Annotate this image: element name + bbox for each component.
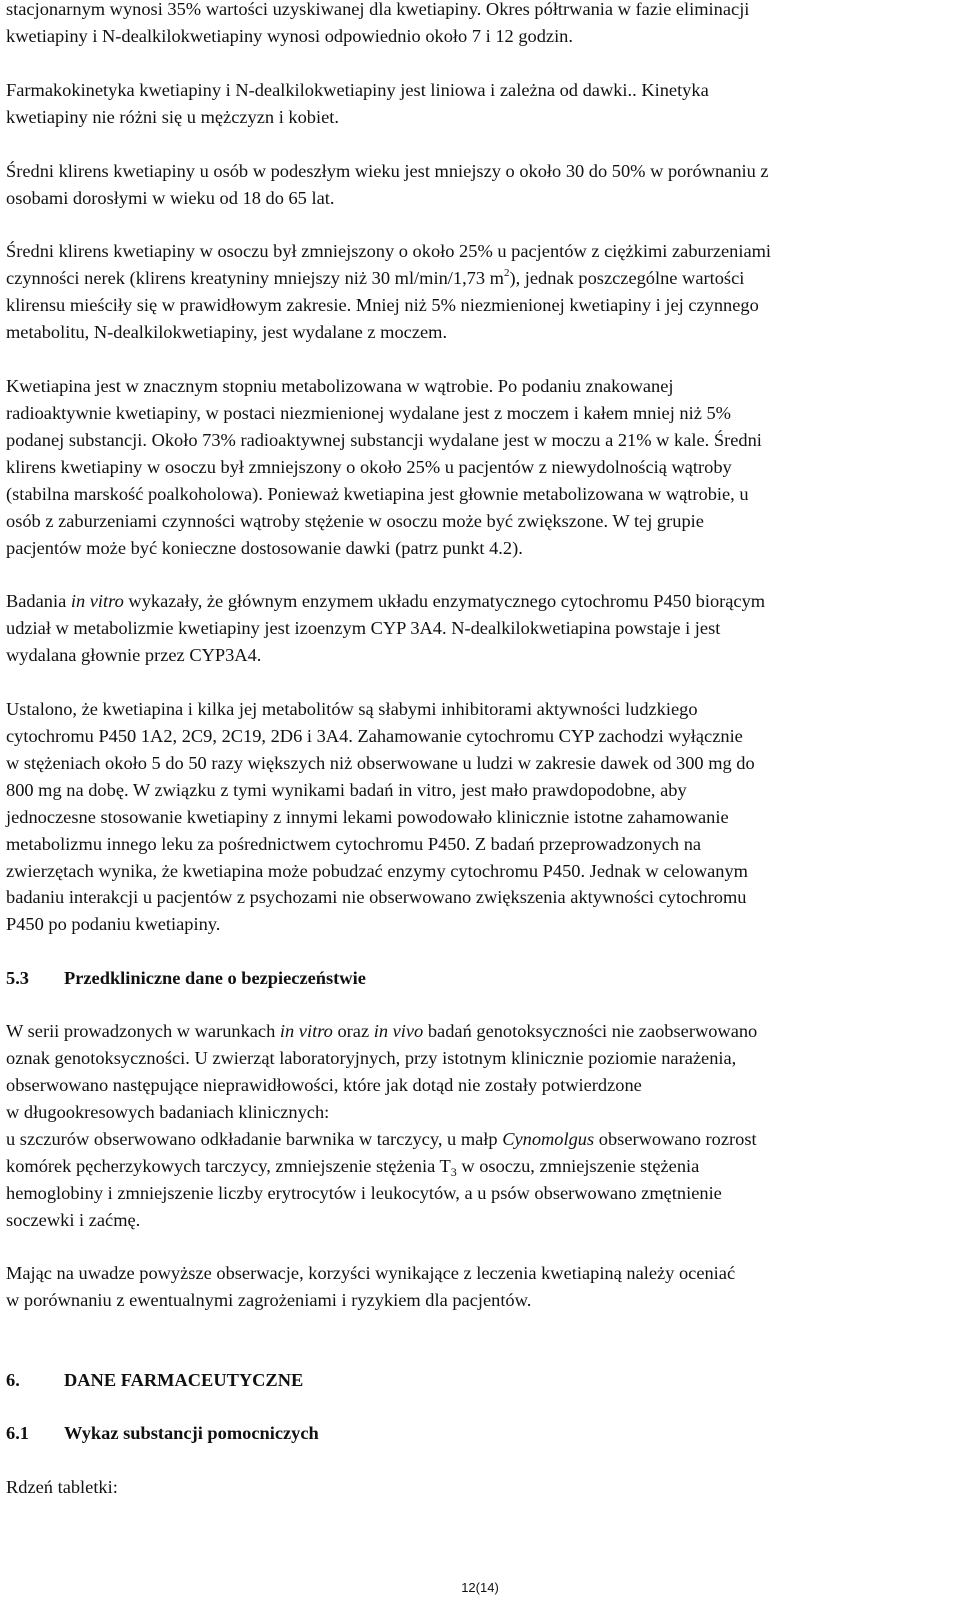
text-fragment: 3: [450, 1164, 457, 1179]
text-fragment: u szczurów obserwowano odkładanie barwnika w tarczycy, u małp: [6, 1128, 503, 1149]
text-line: stacjonarnym wynosi 35% wartości uzyskiwanej dla kwetiapiny. Okres półtrwania w fazie eliminacji: [6, 0, 750, 19]
text-line: Ustalono, że kwetiapina i kilka jej metabolitów są słabymi inhibitorami aktywności ludzkiego: [6, 699, 698, 720]
text-line: Farmakokinetyka kwetiapiny i N-dealkilokwetiapiny jest liniowa i zależna od dawki.. Kinetyka: [6, 79, 709, 100]
text-line: kwetiapiny i N-dealkilokwetiapiny wynosi odpowiednio około 7 i 12 godzin.: [6, 25, 573, 46]
text-fragment: czynności nerek (klirens kreatyniny mniejszy niż 30 ml/min/1,73 m: [6, 268, 504, 289]
text-line: klirensu mieściły się w prawidłowym zakresie. Mniej niż 5% niezmienionej kwetiapiny i jej czynnego: [6, 295, 759, 316]
text-line: podanej substancji. Około 73% radioaktywnej substancji wydalane jest w moczu a 21% w kale. Średni: [6, 429, 762, 450]
text-line: [6, 588, 954, 615]
paragraph: [6, 77, 954, 131]
section-number: 6.1: [6, 1423, 29, 1444]
tablet-core-label: Rdzeń tabletki:: [6, 1477, 118, 1498]
text-line: w długookresowych badaniach klinicznych:: [6, 1101, 330, 1122]
text-fragment: W serii prowadzonych w warunkach: [6, 1021, 280, 1042]
text-line: metabolizmu innego leku za pośrednictwem cytochromu P450. Z badań przeprowadzonych na: [6, 833, 702, 854]
text-line: [6, 265, 954, 292]
section-number: 6.: [6, 1370, 20, 1391]
text-line: udział w metabolizmie kwetiapiny jest izoenzym CYP 3A4. N-dealkilokwetiapina powstaje i jest: [6, 618, 721, 639]
text-line: P450 po podaniu kwetiapiny.: [6, 914, 221, 935]
text-line: soczewki i zaćmę.: [6, 1209, 141, 1230]
text-fragment: 2: [503, 267, 510, 280]
text-line: badaniu interakcji u pacjentów z psychozami nie obserwowano zwiększenia aktywności cytochromu: [6, 887, 747, 908]
paragraph: [6, 1260, 954, 1314]
text-line: 800 mg na dobę. W związku z tymi wynikami badań in vitro, jest mało prawdopodobne, aby: [6, 779, 687, 800]
text-line: w porównaniu z ewentualnymi zagrożeniami i ryzykiem dla pacjentów.: [6, 1290, 532, 1311]
section-heading-6: [6, 1367, 954, 1394]
text-line: pacjentów może być konieczne dostosowanie dawki (patrz punkt 4.2).: [6, 537, 523, 558]
text-line: (stabilna marskość poalkoholowa). Ponieważ kwetiapina jest głownie metabolizowana w wątrobie, u: [6, 483, 749, 504]
text-fragment: w osoczu, zmniejszenie stężenia: [456, 1155, 700, 1176]
text-line: obserwowano następujące nieprawidłowości, które jak dotąd nie zostały potwierdzone: [6, 1075, 642, 1095]
section-number: 5.3: [6, 968, 29, 989]
text-fragment: obserwowano rozrost: [594, 1128, 757, 1149]
text-line: Średni klirens kwetiapiny u osób w podeszłym wieku jest mniejszy o około 30 do 50% w porównaniu z: [6, 160, 769, 181]
page-number: 12(14): [461, 1580, 499, 1595]
section-heading-6-1: [6, 1420, 954, 1447]
text-line: cytochromu P450 1A2, 2C9, 2C19, 2D6 i 3A4. Zahamowanie cytochromu CYP zachodzi wyłącznie: [6, 726, 743, 747]
section-title: Przedkliniczne dane o bezpieczeństwie: [64, 968, 366, 989]
preclinical-safety-text: [6, 1018, 954, 1314]
text-fragment: ), jednak poszczególne wartości: [509, 268, 745, 289]
paragraph: [6, 0, 954, 50]
text-fragment: in vitro: [279, 1021, 333, 1042]
text-line: radioaktywnie kwetiapiny, w postaci niezmienionej wydalane jest z moczem i kałem mniej niż 5%: [6, 402, 732, 423]
text-fragment: wykazały, że głównym enzymem układu enzymatycznego cytochromu P450 biorącym: [123, 591, 766, 612]
text-line: Kwetiapina jest w znacznym stopniu metabolizowana w wątrobie. Po podaniu znakowanej: [6, 376, 674, 397]
text-line: [6, 1153, 954, 1180]
text-line: [6, 1126, 954, 1153]
text-line: Średni klirens kwetiapiny w osoczu był zmniejszony o około 25% u pacjentów z ciężkimi zaburzeniami: [6, 241, 772, 262]
section-title: Wykaz substancji pomocniczych: [64, 1423, 319, 1444]
paragraph: [6, 588, 954, 669]
text-line: klirens kwetiapiny w osoczu był zmniejszony o około 25% u pacjentów z niewydolnością wątroby: [6, 456, 732, 477]
text-line: osobami dorosłymi w wieku od 18 do 65 lat.: [6, 187, 335, 208]
paragraph: [6, 373, 954, 561]
text-line: wydalana głownie przez CYP3A4.: [6, 645, 262, 666]
text-fragment: in vitro: [70, 591, 124, 612]
text-line: Mając na uwadze powyższe obserwacje, korzyści wynikające z leczenia kwetiapiną należy oceniać: [6, 1263, 736, 1284]
text-line: oznak genotoksyczności. U zwierząt laboratoryjnych, przy istotnym klinicznie poziomie narażenia,: [6, 1048, 737, 1069]
section-heading-5-3: [6, 965, 954, 992]
paragraph: [6, 158, 954, 212]
text-line: [6, 1018, 954, 1045]
text-line: zwierzętach wynika, że kwetiapina może pobudzać enzymy cytochromu P450. Jednak w celowanym: [6, 860, 748, 881]
paragraph: [6, 238, 954, 346]
text-line: w stężeniach około 5 do 50 razy większych niż obserwowane u ludzi w zakresie dawek od 300 mg do: [6, 752, 755, 773]
text-fragment: in vivo: [373, 1021, 424, 1042]
pharmacokinetics-text: [6, 0, 954, 938]
page-content: [6, 0, 954, 1501]
section-title: DANE FARMACEUTYCZNE: [64, 1370, 304, 1391]
text-fragment: Cynomolgus: [502, 1128, 595, 1149]
text-line: osób z zaburzeniami czynności wątroby stężenie w osoczu może być zwiększone. W tej grupie: [6, 510, 704, 531]
text-line: metabolitu, N-dealkilokwetiapiny, jest wydalane z moczem.: [6, 322, 448, 343]
text-fragment: Badania: [6, 591, 71, 612]
paragraph: [6, 696, 954, 938]
text-line: hemoglobiny i zmniejszenie liczby erytrocytów i leukocytów, a u psów obserwowano zmętnienie: [6, 1182, 722, 1203]
text-line: kwetiapiny nie różni się u mężczyzn i kobiet.: [6, 106, 339, 127]
text-fragment: badań genotoksyczności nie zaobserwowano: [423, 1021, 758, 1042]
paragraph: [6, 1018, 954, 1233]
text-fragment: komórek pęcherzykowych tarczycy, zmniejszenie stężenia T: [6, 1155, 451, 1176]
text-line: jednoczesne stosowanie kwetiapiny z innymi lekami powodowało klinicznie istotne zahamowanie: [6, 806, 729, 827]
text-fragment: oraz: [332, 1021, 374, 1042]
